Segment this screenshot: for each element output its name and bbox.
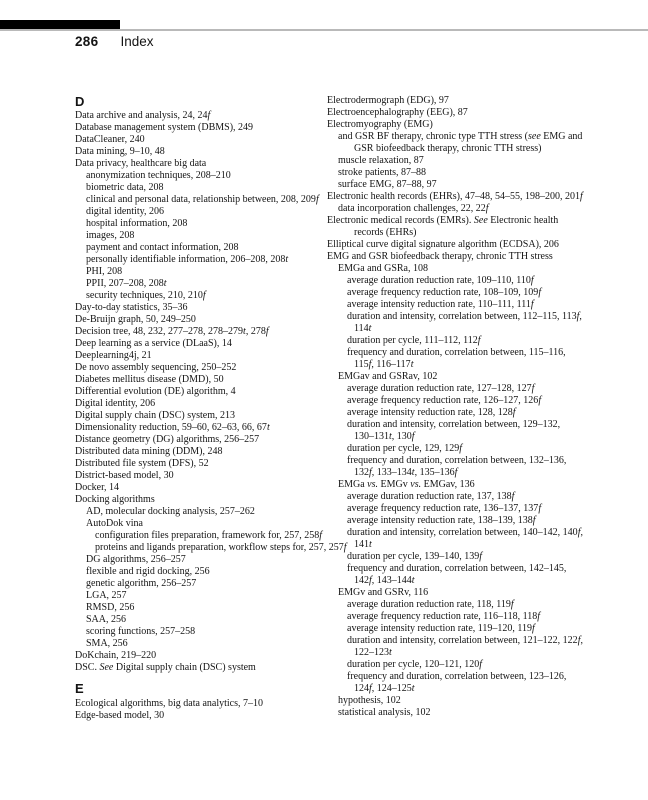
index-entry: payment and contact information, 208	[86, 242, 239, 253]
index-entry: SAA, 256	[86, 614, 127, 625]
index-entry: average intensity reduction rate, 119–120, 119f	[347, 623, 535, 634]
index-entry: Elliptical curve digital signature algorithm (ECDSA), 206	[327, 239, 559, 250]
index-entry-continuation: 132f, 133–134t, 135–136f	[354, 467, 458, 478]
index-entry: and GSR BF therapy, chronic type TTH stress (see EMG and	[338, 131, 583, 142]
index-entry: duration and intensity, correlation between, 112–115, 113f,	[347, 311, 582, 322]
index-entry: LGA, 257	[86, 590, 127, 601]
index-entry: DoKchain, 219–220	[75, 650, 157, 661]
index-entry-continuation: records (EHRs)	[354, 227, 417, 238]
page-number: 286	[75, 34, 99, 49]
index-entry: DataCleaner, 240	[75, 134, 145, 145]
index-entry-continuation: 115f, 116–117t	[354, 359, 414, 370]
index-entry: data incorporation challenges, 22, 22f	[338, 203, 489, 214]
index-entry: EMGv and GSRv, 116	[338, 587, 429, 598]
index-entry: Digital identity, 206	[75, 398, 156, 409]
index-entry-continuation: GSR biofeedback therapy, chronic TTH stress)	[354, 143, 542, 154]
index-entry: Electrodermograph (EDG), 97	[327, 95, 449, 106]
index-entry: average intensity reduction rate, 110–111, 111f	[347, 299, 534, 310]
index-entry: Decision tree, 48, 232, 277–278, 278–279t, 278f	[75, 326, 269, 337]
index-entry: configuration files preparation, framework for, 257, 258f	[95, 530, 323, 541]
index-entry: digital identity, 206	[86, 206, 164, 217]
index-entry: Docking algorithms	[75, 494, 155, 505]
index-entry: EMGa and GSRa, 108	[338, 263, 428, 274]
index-entry: duration and intensity, correlation between, 129–132,	[347, 419, 561, 430]
index-entry: security techniques, 210, 210f	[86, 290, 206, 301]
index-entry: average frequency reduction rate, 116–118, 118f	[347, 611, 540, 622]
index-entry: Database management system (DBMS), 249	[75, 122, 254, 133]
index-entry: Electronic medical records (EMRs). See Electronic health	[327, 215, 559, 226]
index-entry: DG algorithms, 256–257	[86, 554, 186, 565]
index-entry: Deep learning as a service (DLaaS), 14	[75, 338, 232, 349]
index-entry: frequency and duration, correlation between, 115–116,	[347, 347, 566, 358]
index-entry: hypothesis, 102	[338, 695, 401, 706]
index-entry: De novo assembly sequencing, 250–252	[75, 362, 237, 373]
index-entry-continuation: 141t	[354, 539, 372, 550]
index-entry: Differential evolution (DE) algorithm, 4	[75, 386, 236, 397]
section-heading: E	[75, 681, 84, 696]
index-entry: average duration reduction rate, 118, 119f	[347, 599, 514, 610]
index-entry: average duration reduction rate, 109–110, 110f	[347, 275, 534, 286]
index-entry: scoring functions, 257–258	[86, 626, 196, 637]
index-entry: images, 208	[86, 230, 135, 241]
index-entry: Electroencephalography (EEG), 87	[327, 107, 468, 118]
index-entry: EMGav and GSRav, 102	[338, 371, 438, 382]
index-entry: duration and intensity, correlation between, 140–142, 140f,	[347, 527, 583, 538]
section-heading: D	[75, 94, 85, 109]
index-entry: Distributed file system (DFS), 52	[75, 458, 209, 469]
index-entry: Distance geometry (DG) algorithms, 256–257	[75, 434, 260, 445]
index-entry: hospital information, 208	[86, 218, 188, 229]
index-entry: average frequency reduction rate, 126–127, 126f	[347, 395, 542, 406]
index-entry: average intensity reduction rate, 128, 128f	[347, 407, 516, 418]
index-entry: Docker, 14	[75, 482, 120, 493]
index-entry: Dimensionality reduction, 59–60, 62–63, 66, 67t	[75, 422, 270, 433]
index-entry: average frequency reduction rate, 108–109, 109f	[347, 287, 542, 298]
index-entry: stroke patients, 87–88	[338, 167, 427, 178]
index-entry: average duration reduction rate, 127–128, 127f	[347, 383, 535, 394]
index-entry: RMSD, 256	[86, 602, 135, 613]
index-entry: PHI, 208	[86, 266, 123, 277]
index-entry: EMGa vs. EMGv vs. EMGav, 136	[338, 479, 475, 490]
index-entry: frequency and duration, correlation between, 132–136,	[347, 455, 567, 466]
index-entry: flexible and rigid docking, 256	[86, 566, 210, 577]
index-entry: PPII, 207–208, 208t	[86, 278, 167, 289]
index-entry: surface EMG, 87–88, 97	[338, 179, 437, 190]
index-entry: Day-to-day statistics, 35–36	[75, 302, 188, 313]
header-accent-bar	[0, 20, 120, 29]
index-entry: genetic algorithm, 256–257	[86, 578, 197, 589]
index-entry: frequency and duration, correlation between, 123–126,	[347, 671, 567, 682]
index-entry: duration per cycle, 111–112, 112f	[347, 335, 481, 346]
index-entry: clinical and personal data, relationship between, 208, 209f	[86, 194, 319, 205]
index-entry: De-Bruijn graph, 50, 249–250	[75, 314, 196, 325]
index-entry: duration and intensity, correlation between, 121–122, 122f,	[347, 635, 583, 646]
index-entry: DSC. See Digital supply chain (DSC) system	[75, 662, 256, 673]
header-rule	[0, 29, 648, 31]
index-entry: Digital supply chain (DSC) system, 213	[75, 410, 235, 421]
index-entry-continuation: 124f, 124–125t	[354, 683, 415, 694]
page-header	[75, 35, 153, 49]
index-entry: duration per cycle, 129, 129f	[347, 443, 462, 454]
index-entry-continuation: 142f, 143–144t	[354, 575, 415, 586]
index-entry: Deeplearning4j, 21	[75, 350, 152, 361]
index-entry: average frequency reduction rate, 136–137, 137f	[347, 503, 542, 514]
index-entry: proteins and ligands preparation, workflow steps for, 257, 257f	[95, 542, 347, 553]
index-entry: duration per cycle, 120–121, 120f	[347, 659, 482, 670]
index-entry: AutoDok vina	[86, 518, 143, 529]
index-entry: biometric data, 208	[86, 182, 164, 193]
index-column-right	[327, 95, 642, 719]
index-entry-continuation: 114t	[354, 323, 372, 334]
page-title: Index	[120, 34, 154, 49]
index-entry: duration per cycle, 139–140, 139f	[347, 551, 482, 562]
index-entry: Edge-based model, 30	[75, 710, 165, 721]
index-entry: frequency and duration, correlation between, 142–145,	[347, 563, 567, 574]
index-entry: AD, molecular docking analysis, 257–262	[86, 506, 255, 517]
index-entry: Ecological algorithms, big data analytics, 7–10	[75, 698, 264, 709]
index-entry-continuation: 122–123t	[354, 647, 392, 658]
index-entry: Diabetes mellitus disease (DMD), 50	[75, 374, 224, 385]
index-entry: Electronic health records (EHRs), 47–48, 54–55, 198–200, 201f	[327, 191, 583, 202]
index-entry: anonymization techniques, 208–210	[86, 170, 231, 181]
index-entry: Data privacy, healthcare big data	[75, 158, 207, 169]
index-entry: average intensity reduction rate, 138–139, 138f	[347, 515, 536, 526]
index-entry: District-based model, 30	[75, 470, 174, 481]
index-entry: Electromyography (EMG)	[327, 119, 433, 130]
index-entry: SMA, 256	[86, 638, 128, 649]
index-entry: muscle relaxation, 87	[338, 155, 424, 166]
index-entry-continuation: 130–131t, 130f	[354, 431, 415, 442]
index-entry: statistical analysis, 102	[338, 707, 431, 718]
index-entry: EMG and GSR biofeedback therapy, chronic TTH stress	[327, 251, 553, 262]
index-entry: average duration reduction rate, 137, 138f	[347, 491, 515, 502]
index-entry: Data archive and analysis, 24, 24f	[75, 110, 211, 121]
index-entry: Distributed data mining (DDM), 248	[75, 446, 223, 457]
index-entry: Data mining, 9–10, 48	[75, 146, 165, 157]
index-entry: personally identifiable information, 206–208, 208t	[86, 254, 289, 265]
